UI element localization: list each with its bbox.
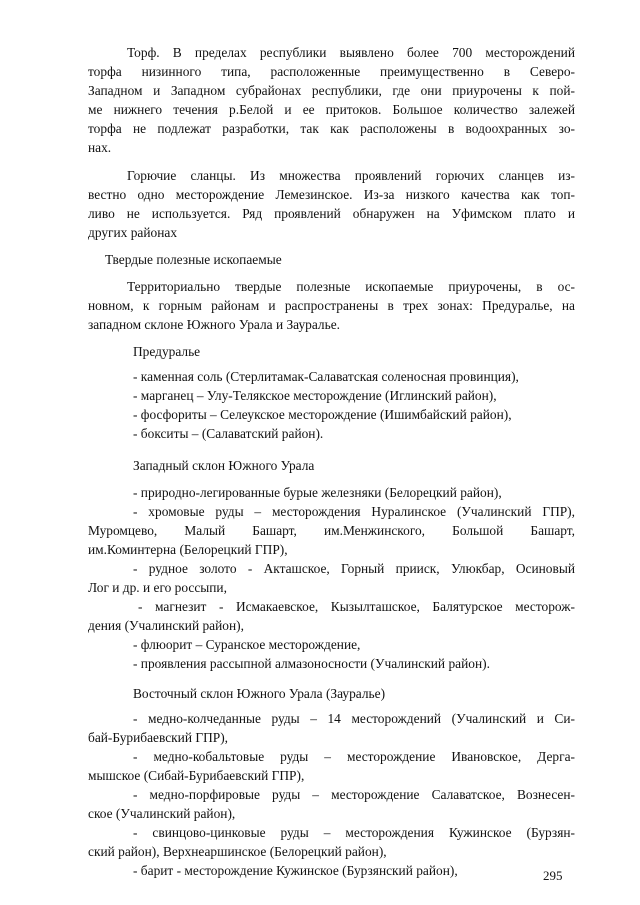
list-item: - рудное золото - Акташское, Горный прииск, Улюкбар, Осиновый xyxy=(133,561,575,576)
text-line: новном, к горным районам и распространены в трех зонах: Предуралье, на xyxy=(88,298,575,313)
list-item: - медно-кобальтовые руды – месторождение Ивановское, Дерга- xyxy=(133,749,575,764)
list-item: - каменная соль (Стерлитамак-Салаватская соленосная провинция), xyxy=(133,369,519,384)
text-line: ское (Учалинский район), xyxy=(88,806,236,821)
text-line: вестно одно месторождение Лемезинское. Из-за низкого качества как топ- xyxy=(88,187,575,202)
list-item: - свинцово-цинковые руды – месторождения Кужинское (Бурзян- xyxy=(133,825,575,840)
text-line: торфа низинного типа, расположенные преимущественно в Северо- xyxy=(88,64,575,79)
list-item: - флюорит – Суранское месторождение, xyxy=(133,637,361,652)
list-item: - природно-легированные бурые железняки (Белорецкий район), xyxy=(133,485,502,500)
subsection-heading: Восточный склон Южного Урала (Зауралье) xyxy=(133,686,386,701)
text-line: западном склоне Южного Урала и Зауралье. xyxy=(88,317,340,332)
text-line: ме нижнего течения р.Белой и ее притоков. Большое количество залежей xyxy=(88,102,575,117)
list-item: - фосфориты – Селеукское месторождение (Ишимбайский район), xyxy=(133,407,512,422)
text-line: мышское (Сибай-Бурибаевский ГПР), xyxy=(88,768,305,783)
subsection-heading: Западный склон Южного Урала xyxy=(133,458,315,473)
text-line: Территориально твердые полезные ископаемые приурочены, в ос- xyxy=(127,279,575,294)
text-line: Горючие сланцы. Из множества проявлений горючих сланцев из- xyxy=(127,168,575,183)
list-item: - марганец – Улу-Телякское месторождение (Иглинский район), xyxy=(133,388,497,403)
text-line: им.Коминтерна (Белорецкий ГПР), xyxy=(88,542,288,557)
list-item: - медно-порфировые руды – месторождение Салаватское, Вознесен- xyxy=(133,787,575,802)
text-line: Лог и др. и его россыпи, xyxy=(88,580,227,595)
subsection-heading: Предуралье xyxy=(133,344,201,359)
list-item: - медно-колчеданные руды – 14 месторождений (Учалинский и Си- xyxy=(133,711,575,726)
text-line: ский район), Верхнеаршинское (Белорецкий район), xyxy=(88,844,387,859)
section-heading: Твердые полезные ископаемые xyxy=(105,252,282,267)
page-number: 295 xyxy=(543,868,563,883)
list-item: - бокситы – (Салаватский район). xyxy=(133,426,324,441)
list-item: - проявления рассыпной алмазоносности (Учалинский район). xyxy=(133,656,490,671)
list-item: - барит - месторождение Кужинское (Бурзянский район), xyxy=(133,863,458,878)
text-line: ливо не используется. Ряд проявлений обнаружен на Уфимском плато и xyxy=(88,206,575,221)
text-line: Торф. В пределах республики выявлено более 700 месторождений xyxy=(127,45,575,60)
text-line: бай-Бурибаевский ГПР), xyxy=(88,730,229,745)
list-item: - магнезит - Исмакаевское, Кызылташское, Балятурское месторож- xyxy=(138,599,575,614)
text-line: других районах xyxy=(88,225,178,240)
list-item: - хромовые руды – месторождения Нуралинское (Учалинский ГПР), xyxy=(133,504,575,519)
text-line: Западном и Западном субрайонах республики, где они приурочены к пой- xyxy=(88,83,575,98)
text-line: дения (Учалинский район), xyxy=(88,618,244,633)
text-line: нах. xyxy=(88,140,112,155)
text-line: Муромцево, Малый Башарт, им.Менжинского, Большой Башарт, xyxy=(88,523,575,538)
text-line: торфа не подлежат разработки, так как расположены в водоохранных зо- xyxy=(88,121,575,136)
